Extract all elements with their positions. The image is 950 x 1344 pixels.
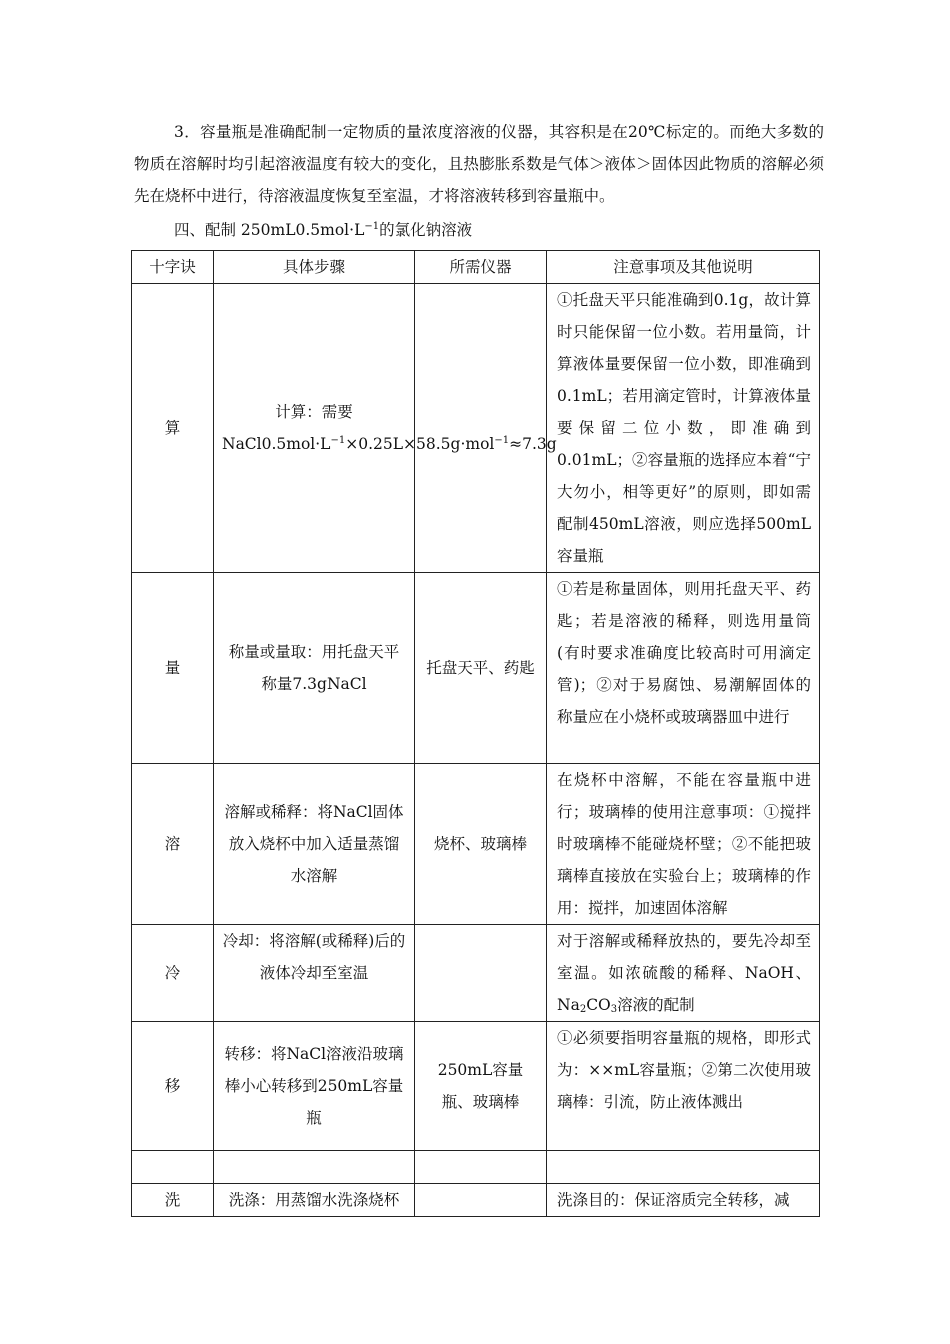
section-heading-suffix: 的氯化钠溶液 (379, 221, 473, 239)
steps-cell: 称量或量取：用托盘天平称量7.3gNaCl (214, 573, 415, 764)
steps-cell: 冷却：将溶解(或稀释)后的液体冷却至室温 (214, 925, 415, 1022)
empty-cell (547, 1151, 820, 1184)
table-header-row (132, 251, 820, 284)
mnemonic-cell: 冷 (132, 925, 214, 1022)
steps-exponent: −1 (330, 435, 346, 446)
table-row (132, 1184, 820, 1217)
table-row-empty (132, 1151, 820, 1184)
steps-exponent: −1 (494, 435, 510, 446)
steps-cell: 洗涤：用蒸馏水洗涤烧杯 (214, 1184, 415, 1217)
mnemonic-cell: 洗 (132, 1184, 214, 1217)
instruments-cell: 250mL容量瓶、玻璃棒 (415, 1022, 547, 1151)
instruments-cell: 烧杯、玻璃棒 (415, 764, 547, 925)
header-steps: 具体步骤 (214, 251, 415, 284)
notes-cell: ①托盘天平只能准确到0.1g，故计算时只能保留一位小数。若用量筒，计算液体量要保留一位小数，即准确到0.1mL；若用滴定管时，计算液体量要保留二位小数，即准确到0.01mL；②容量瓶的选择应本着“宁大勿小，相等更好”的原则，即如需配制450mL溶液，则应选择500mL容量瓶 (547, 284, 820, 573)
mnemonic-cell: 算 (132, 284, 214, 573)
header-instruments: 所需仪器 (415, 251, 547, 284)
mnemonic-cell: 量 (132, 573, 214, 764)
table-row (132, 284, 820, 573)
steps-cell: 转移：将NaCl溶液沿玻璃棒小心转移到250mL容量瓶 (214, 1022, 415, 1151)
notes-cell: 在烧杯中溶解，不能在容量瓶中进行；玻璃棒的使用注意事项：①搅拌时玻璃棒不能碰烧杯壁；②不能把玻璃棒直接放在实验台上；玻璃棒的作用：搅拌，加速固体溶解 (547, 764, 820, 925)
notes-cell: ①必须要指明容量瓶的规格，即形式为：××mL容量瓶；②第二次使用玻璃棒：引流，防止液体溅出 (547, 1022, 820, 1151)
procedure-table (131, 250, 820, 1217)
steps-text: ×0.25L×58.5g·mol (345, 435, 495, 453)
steps-text: ≈7.3g (509, 435, 557, 453)
empty-cell (415, 1151, 547, 1184)
section-heading-prefix: 四、配制 250mL0.5mol·L (174, 221, 365, 239)
notes-cell: ①若是称量固体，则用托盘天平、药匙；若是溶液的稀释，则选用量筒(有时要求准确度比较高时可用滴定管)；②对于易腐蚀、易潮解固体的称量应在小烧杯或玻璃器皿中进行 (547, 573, 820, 764)
empty-cell (214, 1151, 415, 1184)
instruments-cell (415, 1184, 547, 1217)
steps-text: 计算：需要 (275, 403, 353, 421)
instruments-cell: 托盘天平、药匙 (415, 573, 547, 764)
table-row (132, 764, 820, 925)
empty-cell (132, 1151, 214, 1184)
mnemonic-cell: 移 (132, 1022, 214, 1151)
mnemonic-cell: 溶 (132, 764, 214, 925)
steps-cell: 溶解或稀释：将NaCl固体放入烧杯中加入适量蒸馏水溶解 (214, 764, 415, 925)
notes-subscript: 3 (610, 1004, 618, 1015)
header-mnemonic: 十字诀 (132, 251, 214, 284)
intro-paragraph: 3．容量瓶是准确配制一定物质的量浓度溶液的仪器，其容积是在20℃标定的。而绝大多数的物质在溶解时均引起溶液温度有较大的变化，且热膨胀系数是气体＞液体＞固体因此物质的溶解必须先在烧杯中进行，待溶液温度恢复至室温，才将溶液转移到容量瓶中。 (134, 123, 824, 205)
instruments-cell (415, 925, 547, 1022)
notes-text: 对于溶解或稀释放热的，要先冷却至室温。如浓硫酸的稀释、NaOH、Na (557, 932, 811, 1014)
notes-subscript: 2 (579, 1004, 587, 1015)
notes-text: CO (586, 996, 611, 1014)
notes-text: 溶液的配制 (617, 996, 695, 1014)
section-heading-exponent: −1 (364, 221, 380, 232)
table-row (132, 573, 820, 764)
steps-text: NaCl0.5mol·L (222, 435, 331, 453)
header-notes: 注意事项及其他说明 (547, 251, 820, 284)
section-heading (174, 214, 472, 246)
table-row (132, 1022, 820, 1151)
notes-cell: 洗涤目的：保证溶质完全转移，减 (547, 1184, 820, 1217)
instruments-cell (415, 284, 547, 573)
notes-cell (547, 925, 820, 1022)
table-row (132, 925, 820, 1022)
